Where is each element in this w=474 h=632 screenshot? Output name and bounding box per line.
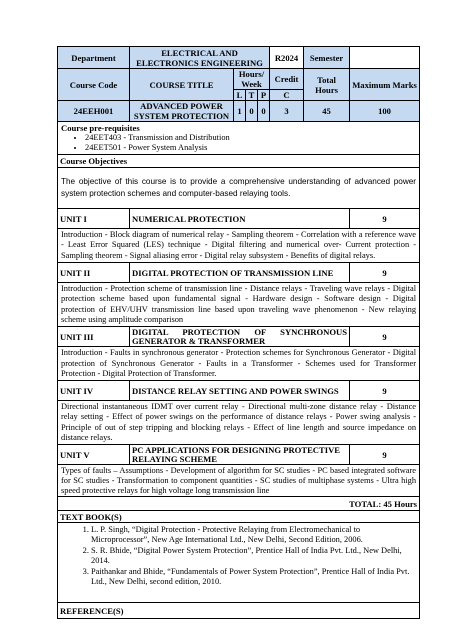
p-value: 0 [258, 101, 270, 122]
prerequisites-row [58, 122, 420, 155]
l-label: L [234, 90, 246, 101]
unit-content: Introduction - Protection scheme of transmission line - Distance relays - Traveling wave relays - Digital protection scheme based upon fundamental signal - Hardware design - Software design - Digital protection of EHV/UHV transmission line based upon traveling wave phenomenon - New relaying scheme using amplitude comparison [58, 283, 420, 327]
c-label: C [270, 90, 304, 101]
objectives-text-row [58, 168, 420, 209]
unit-label: UNIT I [58, 209, 130, 229]
prerequisite-item: • 24EET501 - Power System Analysis [85, 143, 416, 153]
regulation: R2024 [270, 47, 304, 69]
objectives-title: Course Objectives [58, 155, 420, 168]
textbook-item: 1. L. P. Singh, “Digital Protection - Protective Relaying from Electromechanical to Microprocessor”, New Age International Ltd., New Delhi, Second Edition, 2006. [91, 525, 416, 545]
course-title-label: COURSE TITLE [130, 69, 234, 101]
textbooks-title: TEXT BOOK(S) [58, 511, 420, 523]
textbooks-title-row [58, 511, 420, 523]
textbooks-list [61, 525, 416, 587]
total-hours-label: Total Hours [304, 69, 350, 101]
column-header-row [58, 69, 420, 90]
unit-content-row [58, 283, 420, 327]
total-hours-text: TOTAL: 45 Hours [58, 497, 420, 511]
unit-header-row [58, 209, 420, 229]
unit-label: UNIT V [58, 445, 130, 465]
references-title-row [58, 603, 420, 619]
department-row [58, 47, 420, 69]
credit-value: 3 [270, 101, 304, 122]
max-marks-label: Maximum Marks [350, 69, 420, 101]
textbooks-list-row [58, 523, 420, 603]
unit-label: UNIT III [58, 327, 130, 347]
department-value: ELECTRICAL AND ELECTRONICS ENGINEERING [130, 47, 270, 69]
textbook-item: 3. Paithankar and Bhide, “Fundamentals of Power System Protection”, Prentice Hall of India Pvt. Ltd., New Delhi, second edition, 2010. [91, 567, 416, 587]
unit-content: Introduction - Block diagram of numerical relay - Sampling theorem - Correlation with a reference wave - Least Error Squared (LES) technique - Digital filtering and numerical over- Current protection - Sampling theorem - Signal aliasing error - Digital relay subsystem - Benefits of digital relays. [58, 229, 420, 263]
unit-label: UNIT IV [58, 381, 130, 401]
unit-hours: 9 [350, 381, 420, 401]
l-value: 1 [234, 101, 246, 122]
unit-hours: 9 [350, 263, 420, 283]
semester-value [350, 47, 420, 69]
unit-title: PC APPLICATIONS FOR DESIGNING PROTECTIVE RELAYING SCHEME [130, 445, 350, 465]
unit-header-row [58, 381, 420, 401]
unit-hours: 9 [350, 209, 420, 229]
unit-content: Directional instantaneous IDMT over current relay - Directional multi-zone distance relay - Distance relay setting - Effect of power swings on the performance of distance relays - Power swing analysis - Principle of out of step tripping and blocking relays - Effect of line length and source impedance on distance relays. [58, 401, 420, 445]
unit-header-row [58, 263, 420, 283]
semester-label: Semester [304, 47, 350, 69]
syllabus-table [57, 46, 420, 619]
t-value: 0 [246, 101, 258, 122]
prerequisites-title: Course pre-requisites [61, 123, 140, 133]
unit-title: DISTANCE RELAY SETTING AND POWER SWINGS [130, 381, 350, 401]
unit-header-row [58, 327, 420, 347]
prerequisite-item: • 24EET403 - Transmission and Distribution [85, 133, 416, 143]
unit-header-row [58, 445, 420, 465]
unit-content-row [58, 401, 420, 445]
unit-title: DIGITAL PROTECTION OF SYNCHRONOUS GENERATOR & TRANSFORMER [130, 327, 350, 347]
unit-hours: 9 [350, 445, 420, 465]
max-marks-value: 100 [350, 101, 420, 122]
hours-week-label: Hours/ Week [234, 69, 270, 90]
p-label: P [258, 90, 270, 101]
unit-content-row [58, 229, 420, 263]
unit-title: DIGITAL PROTECTION OF TRANSMISSION LINE [130, 263, 350, 283]
references-title: REFERENCE(S) [58, 603, 420, 619]
unit-title: NUMERICAL PROTECTION [130, 209, 350, 229]
objectives-text: The objective of this course is to provide a comprehensive understanding of advanced power system protection schemes and computer-based relaying tools. [58, 168, 420, 209]
total-hours-value: 45 [304, 101, 350, 122]
credit-label: Credit [270, 69, 304, 90]
t-label: T [246, 90, 258, 101]
total-row [58, 497, 420, 511]
course-code: 24EEH001 [58, 101, 130, 122]
department-label: Department [58, 47, 130, 69]
textbook-item: 2. S. R. Bhide, “Digital Power System Protection”, Prentice Hall of India Pvt. Ltd., New Delhi, 2014. [91, 546, 416, 566]
unit-content: Types of faults – Assumptions - Development of algorithm for SC studies - PC based integrated software for SC studies - Transformation to component quantities - SC studies of multiphase systems - Ultra high speed protective relays for high voltage long transmission line [58, 465, 420, 497]
objectives-title-row [58, 155, 420, 168]
syllabus-page [57, 46, 419, 619]
unit-label: UNIT II [58, 263, 130, 283]
course-title: ADVANCED POWER SYSTEM PROTECTION [130, 101, 234, 122]
course-row [58, 101, 420, 122]
prerequisites-list [61, 133, 416, 152]
unit-content: Introduction - Faults in synchronous generator - Protection schemes for Synchronous Generator - Digital protection of Synchronous Generator - Faults in a Transformer - Schemes used for Transformer Protection - Digital Protection of Transformer. [58, 347, 420, 381]
unit-hours: 9 [350, 327, 420, 347]
unit-content-row [58, 465, 420, 497]
course-code-label: Course Code [58, 69, 130, 101]
unit-content-row [58, 347, 420, 381]
